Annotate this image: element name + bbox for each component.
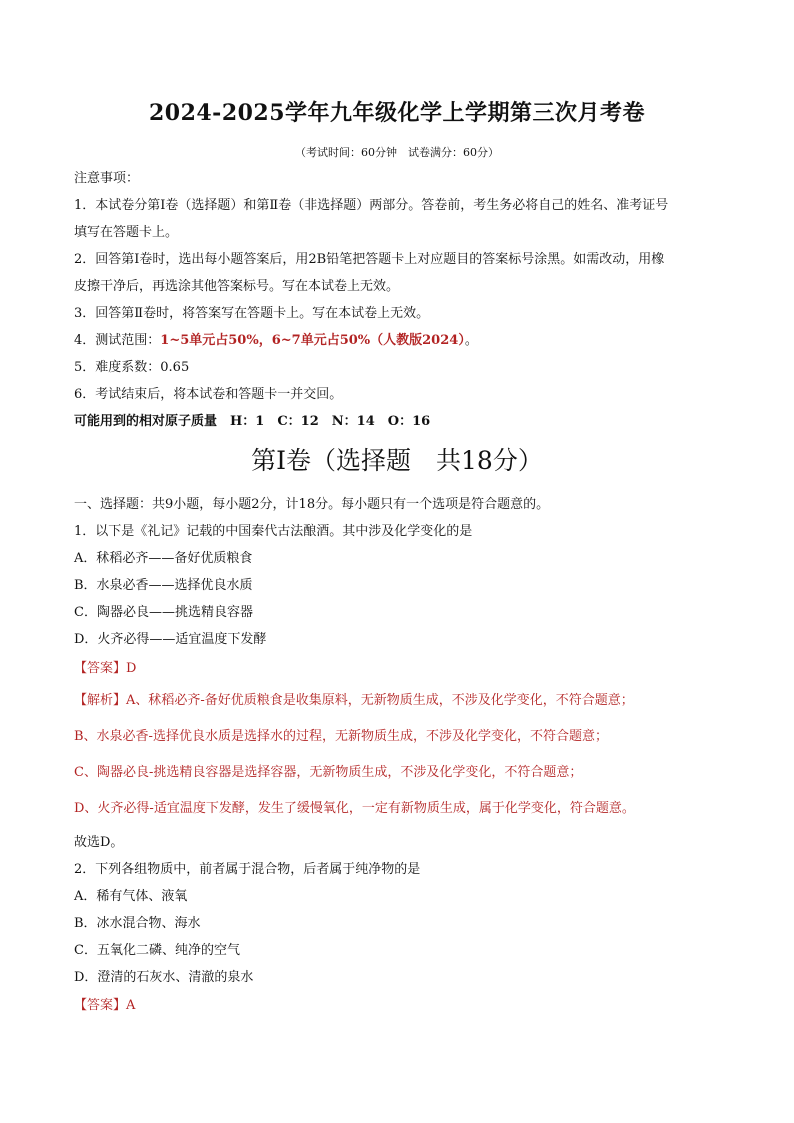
note-4-suffix: 。 — [464, 333, 478, 348]
explanation-d: D、火齐必得-适宜温度下发酵，发生了缓慢氧化，一定有新物质生成，属于化学变化，符合题意。 — [74, 801, 635, 816]
q2-option-c: C．五氧化二磷、纯净的空气 — [74, 943, 240, 958]
answer-value: A — [126, 998, 136, 1013]
explanation-c: C、陶器必良-挑选精良容器是选择容器，无新物质生成，不涉及化学变化，不符合题意； — [74, 765, 583, 780]
section-heading: 第Ⅰ卷（选择题 共18分） — [251, 446, 543, 475]
q1-option-d: D．火齐必得——适宜温度下发酵 — [74, 632, 267, 647]
note-2b: 皮擦干净后，再选涂其他答案标号。写在本试卷上无效。 — [74, 279, 400, 294]
note-5: 5．难度系数：0.65 — [74, 360, 190, 375]
answer-value: D — [126, 661, 137, 676]
q1-stem: 1．以下是《礼记》记载的中国秦代古法酿酒。其中涉及化学变化的是 — [74, 524, 473, 539]
q1-option-a: A．秫稻必齐——备好优质粮食 — [74, 551, 253, 566]
exam-title: 2024-2025学年九年级化学上学期第三次月考卷 — [148, 100, 646, 126]
note-2a: 2．回答第Ⅰ卷时，选出每小题答案后，用2B铅笔把答题卡上对应题目的答案标号涂黑。如需改动，用橡 — [74, 252, 665, 267]
note-6: 6．考试结束后，将本试卷和答题卡一并交回。 — [74, 387, 343, 402]
explanation-b: B、水泉必香-选择优良水质是选择水的过程，无新物质生成，不涉及化学变化，不符合题意； — [74, 729, 608, 744]
q2-stem: 2．下列各组物质中，前者属于混合物，后者属于纯净物的是 — [74, 862, 421, 877]
note-1a: 1．本试卷分第Ⅰ卷（选择题）和第Ⅱ卷（非选择题）两部分。答卷前，考生务必将自己的姓名、准考证号 — [74, 198, 669, 213]
q1-option-c: C．陶器必良——挑选精良容器 — [74, 605, 253, 620]
q1-conclusion: 故选D。 — [74, 835, 124, 850]
q2-option-b: B．冰水混合物、海水 — [74, 916, 201, 931]
section-intro: 一、选择题：共9小题，每小题2分，计18分。每小题只有一个选项是符合题意的。 — [74, 497, 550, 512]
note-4-prefix: 4．测试范围： — [74, 333, 161, 348]
q2-answer — [74, 996, 135, 1016]
atomic-mass-line: 可能用到的相对原子质量 H：1 C：12 N：14 O：16 — [74, 414, 431, 429]
q2-option-d: D．澄清的石灰水、清澈的泉水 — [74, 970, 254, 985]
exam-subtitle: （考试时间：60分钟 试卷满分：60分） — [295, 146, 499, 159]
q2-option-a: A．稀有气体、液氧 — [74, 889, 188, 904]
q1-analysis — [74, 691, 634, 711]
test-scope-highlight: 1~5单元占50%，6~7单元占50%（人教版2024） — [160, 333, 465, 348]
q1-option-b: B．水泉必香——选择优良水质 — [74, 578, 253, 593]
note-4 — [74, 331, 478, 351]
q1-answer — [74, 659, 136, 679]
explanation-a: A、秫稻必齐-备好优质粮食是收集原料，无新物质生成，不涉及化学变化，不符合题意； — [126, 693, 634, 708]
answer-tag: 【答案】 — [74, 998, 127, 1013]
notes-heading: 注意事项： — [74, 171, 140, 186]
analysis-tag: 【解析】 — [74, 693, 127, 708]
note-1b: 填写在答题卡上。 — [74, 225, 179, 240]
answer-tag: 【答案】 — [74, 661, 127, 676]
note-3: 3．回答第Ⅱ卷时，将答案写在答题卡上。写在本试卷上无效。 — [74, 306, 430, 321]
